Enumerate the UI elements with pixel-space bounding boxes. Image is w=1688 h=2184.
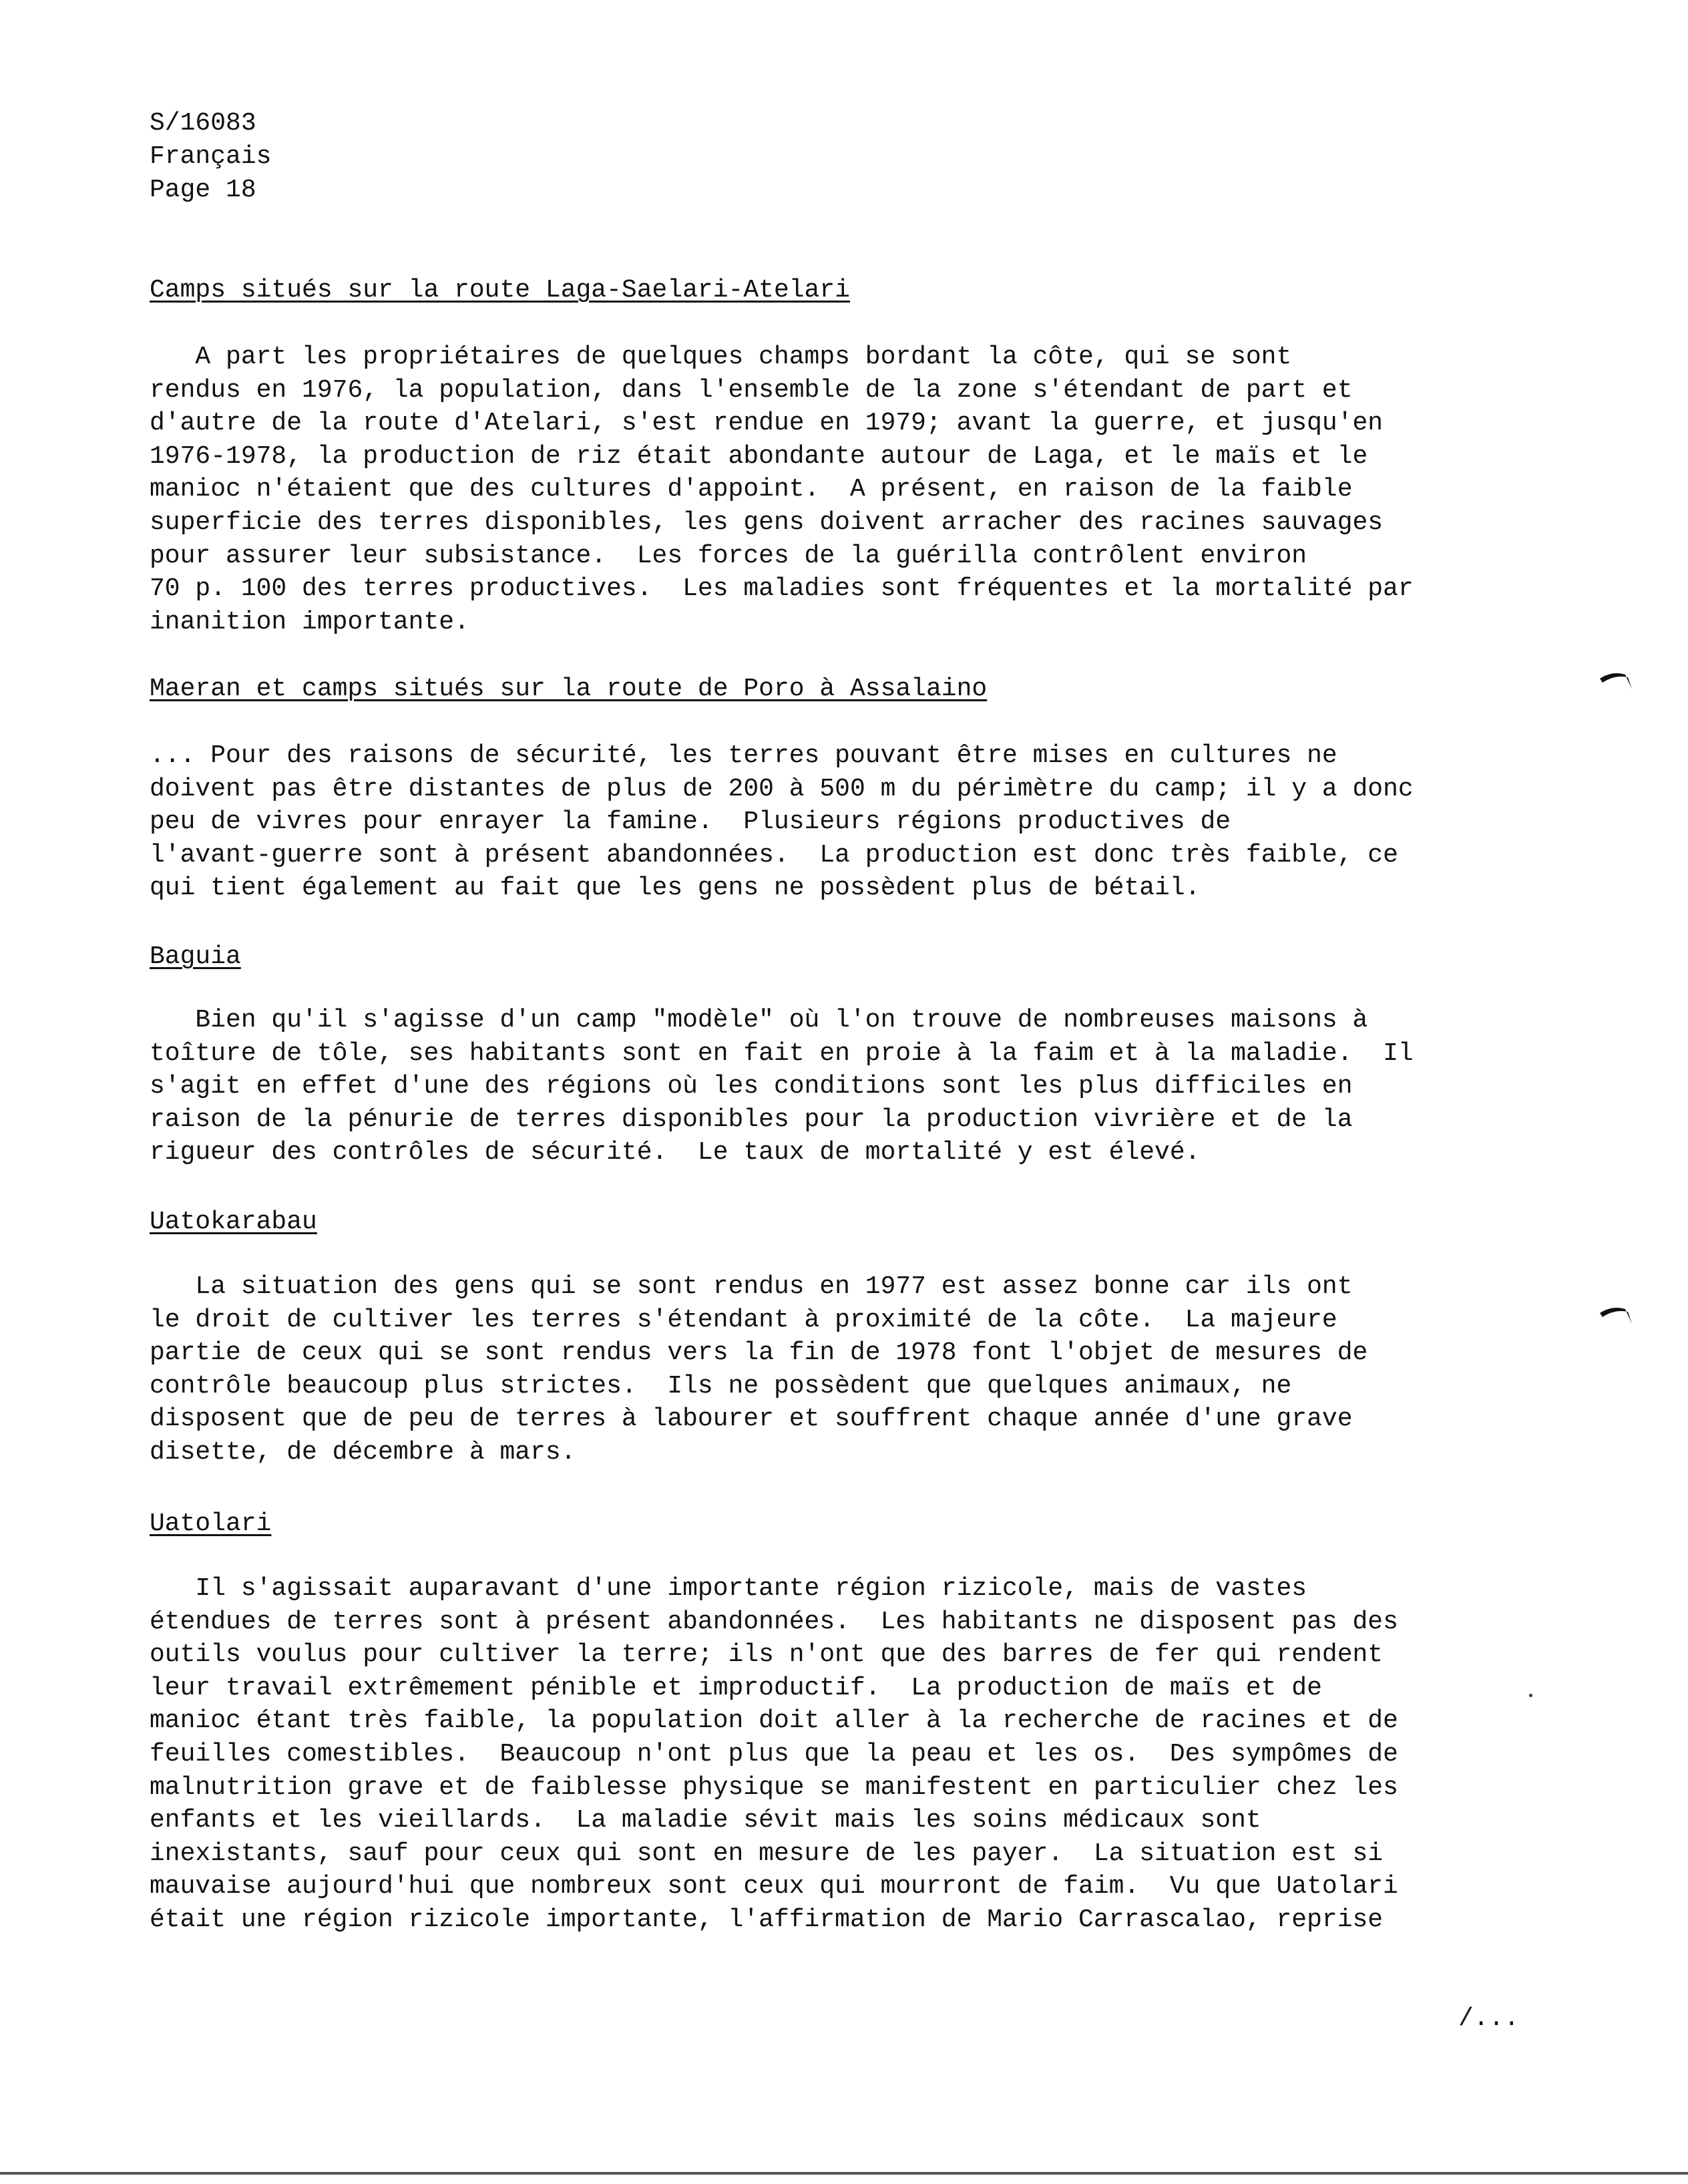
section-heading-laga: Camps situés sur la route Laga-Saelari-Atelari: [150, 276, 850, 305]
document-symbol: S/16083: [150, 109, 256, 138]
document-language: Français: [150, 142, 272, 171]
paragraph-line: raison de la pénurie de terres disponibles pour la production vivrière et de la: [150, 1105, 1353, 1134]
continuation-marker: /...: [1458, 2004, 1520, 2033]
scan-speck: [1529, 1694, 1532, 1697]
page-number: Page 18: [150, 176, 256, 204]
section-heading-baguia: Baguia: [150, 942, 241, 971]
paragraph-line: partie de ceux qui se sont rendus vers la fin de 1978 font l'objet de mesures de: [150, 1338, 1368, 1368]
paragraph-line: Bien qu'il s'agisse d'un camp "modèle" où l'on trouve de nombreuses maisons à: [150, 1006, 1368, 1035]
paragraph-line: était une région rizicole importante, l'affirmation de Mario Carrascalao, reprise: [150, 1905, 1384, 1934]
paragraph-line: doivent pas être distantes de plus de 200 à 500 m du périmètre du camp; il y a donc: [150, 774, 1414, 803]
paragraph-line: feuilles comestibles. Beaucoup n'ont plus que la peau et les os. Des sympômes de: [150, 1739, 1398, 1769]
paragraph-line: Il s'agissait auparavant d'une importante région rizicole, mais de vastes: [150, 1574, 1307, 1603]
paragraph-line: inexistants, sauf pour ceux qui sont en mesure de les payer. La situation est si: [150, 1839, 1384, 1868]
paragraph-line: A part les propriétaires de quelques champs bordant la côte, qui se sont: [150, 343, 1292, 371]
section-paragraph-laga: [150, 341, 1414, 639]
paragraph-line: manioc étant très faible, la population doit aller à la recherche de racines et de: [150, 1706, 1398, 1736]
paragraph-line: mauvaise aujourd'hui que nombreux sont ceux qui mourront de faim. Vu que Uatolari: [150, 1872, 1398, 1901]
document-header: [150, 107, 271, 207]
paragraph-line: disette, de décembre à mars.: [150, 1437, 576, 1467]
paragraph-line: le droit de cultiver les terres s'étendant à proximité de la côte. La majeure: [150, 1305, 1337, 1334]
paragraph-line: malnutrition grave et de faiblesse physique se manifestent en particulier chez les: [150, 1773, 1398, 1802]
paragraph-line: peu de vivres pour enrayer la famine. Plusieurs régions productives de: [150, 807, 1231, 837]
paragraph-line: 1976-1978, la production de riz était abondante autour de Laga, et le maïs et le: [150, 441, 1368, 471]
paragraph-line: d'autre de la route d'Atelari, s'est rendue en 1979; avant la guerre, et jusqu'en: [150, 409, 1384, 438]
paragraph-line: La situation des gens qui se sont rendus en 1977 est assez bonne car ils ont: [150, 1272, 1353, 1301]
paragraph-line: l'avant-guerre sont à présent abandonnées. La production est donc très faible, ce: [150, 840, 1398, 870]
paragraph-line: rigueur des contrôles de sécurité. Le taux de mortalité y est élevé.: [150, 1138, 1201, 1167]
paragraph-line: étendues de terres sont à présent abandonnées. Les habitants ne disposent pas des: [150, 1607, 1398, 1636]
paragraph-line: pour assurer leur subsistance. Les forces de la guérilla contrôlent environ: [150, 541, 1307, 570]
paragraph-line: qui tient également au fait que les gens ne possèdent plus de bétail.: [150, 874, 1201, 903]
paragraph-line: contrôle beaucoup plus strictes. Ils ne possèdent que quelques animaux, ne: [150, 1371, 1292, 1401]
section-paragraph-maeran: [150, 739, 1414, 905]
paragraph-line: toîture de tôle, ses habitants sont en fait en proie à la faim et à la maladie. Il: [150, 1039, 1414, 1068]
section-heading-uatolari: Uatolari: [150, 1509, 272, 1538]
paragraph-line: manioc n'étaient que des cultures d'appoint. A présent, en raison de la faible: [150, 475, 1353, 504]
paragraph-line: ... Pour des raisons de sécurité, les terres pouvant être mises en cultures ne: [150, 741, 1337, 770]
scan-bottom-edge: [0, 2172, 1688, 2175]
paragraph-line: outils voulus pour cultiver la terre; ils n'ont que des barres de fer qui rendent: [150, 1640, 1384, 1670]
paragraph-line: inanition importante.: [150, 607, 469, 636]
paragraph-line: 70 p. 100 des terres productives. Les maladies sont fréquentes et la mortalité par: [150, 574, 1414, 604]
margin-revision-mark: [1599, 1304, 1635, 1325]
paragraph-line: superficie des terres disponibles, les gens doivent arracher des racines sauvages: [150, 508, 1384, 537]
section-paragraph-uatokarabau: [150, 1270, 1367, 1469]
paragraph-line: enfants et les vieillards. La maladie sévit mais les soins médicaux sont: [150, 1806, 1261, 1835]
paragraph-line: leur travail extrêmement pénible et improductif. La production de maïs et de: [150, 1673, 1322, 1702]
paragraph-line: disposent que de peu de terres à labourer et souffrent chaque année d'une grave: [150, 1405, 1353, 1434]
section-heading-uatokarabau: Uatokarabau: [150, 1208, 317, 1236]
margin-revision-mark: [1599, 669, 1635, 691]
paragraph-line: s'agit en effet d'une des régions où les conditions sont les plus difficiles en: [150, 1072, 1353, 1101]
paragraph-line: rendus en 1976, la population, dans l'ensemble de la zone s'étendant de part et: [150, 375, 1353, 405]
section-heading-maeran: Maeran et camps situés sur la route de Poro à Assalaino: [150, 675, 988, 703]
section-paragraph-baguia: [150, 1004, 1414, 1169]
section-paragraph-uatolari: [150, 1572, 1398, 1937]
